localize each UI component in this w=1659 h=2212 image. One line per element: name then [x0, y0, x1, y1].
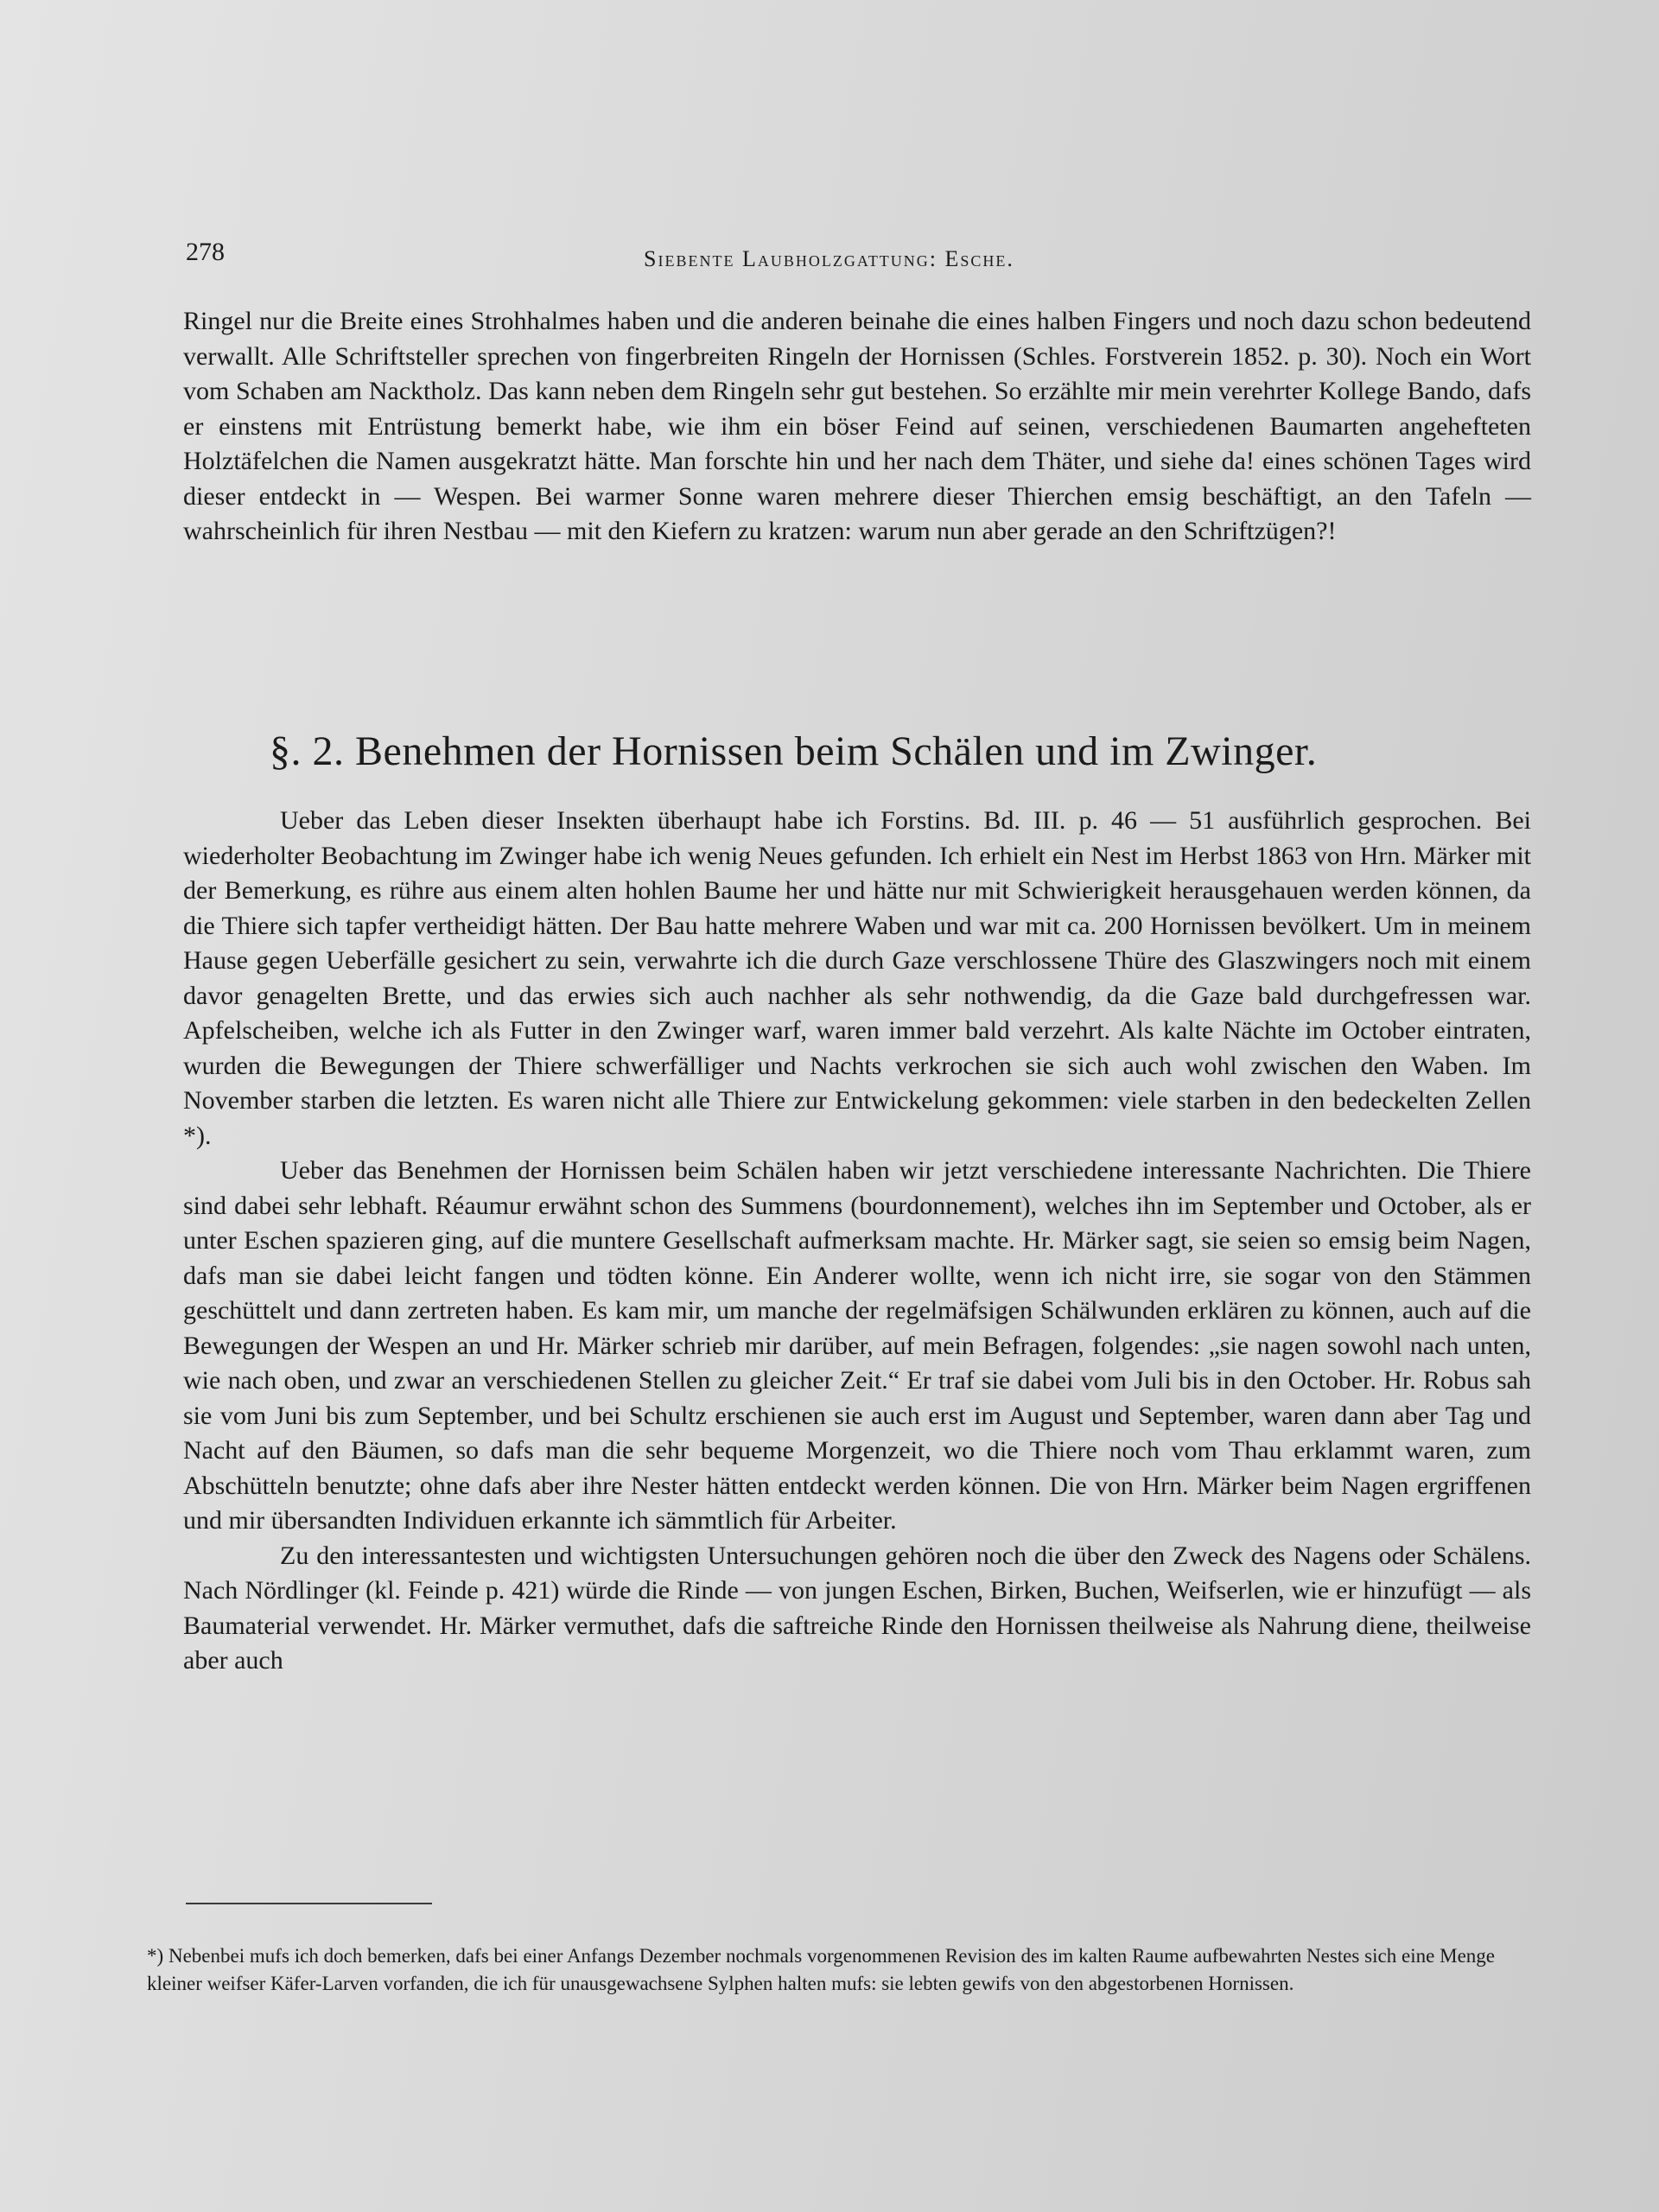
continued-paragraph: [183, 304, 1531, 550]
paragraph: Zu den interessantesten und wichtigsten Untersuchungen gehören noch die über den Zweck des Nagens oder Schälens. Nach Nördlinger (kl. Feinde p. 421) würde die Rinde — von jungen Eschen, Birken, Buchen, Weifserlen, wie er hinzufügt — als Baumaterial verwendet. Hr. Märker vermuthet, dafs die saftreiche Rinde den Hornissen theilweise als Nahrung diene, theilweise aber auch: [183, 1541, 1531, 1675]
paragraph: Ueber das Leben dieser Insekten überhaupt habe ich Forstins. Bd. III. p. 46 — 51 ausführlich gesprochen. Bei wiederholter Beobachtung im Zwinger habe ich wenig Neues gefunden. Ich erhielt ein Nest im Herbst 1863 von Hrn. Märker mit der Bemerkung, es rühre aus einem alten hohlen Baume her und hätte nur mit Schwierigkeit herausgehauen werden können, da die Thiere sich tapfer vertheidigt hätten. Der Bau hatte mehrere Waben und war mit ca. 200 Hornissen bevölkert. Um in meinem Hause gegen Ueberfälle gesichert zu sein, verwahrte ich die durch Gaze verschlossene Thüre des Glaszwingers noch mit einem davor genagelten Brette, und das erwies sich auch nachher als sehr nothwendig, da die Gaze bald durchgefressen war. Apfelscheiben, welche ich als Futter in den Zwinger warf, waren immer bald verzehrt. Als kalte Nächte im October eintraten, wurden die Bewegungen der Thiere schwerfälliger und Nachts verkrochen sie sich auch wohl zwischen den Waben. Im November starben die letzten. Es waren nicht alle Thiere zur Entwickelung gekommen: viele starben in den bedeckelten Zellen *).: [183, 806, 1531, 1150]
section-heading: §. 2. Benehmen der Hornissen beim Schälen und im Zwinger.: [270, 728, 1318, 774]
paragraph: Ringel nur die Breite eines Strohhalmes haben und die anderen beinahe die eines halben Fingers und noch dazu schon bedeutend verwallt. Alle Schriftsteller sprechen von fingerbreiten Ringeln der Hornissen (Schles. Forstverein 1852. p. 30). Noch ein Wort vom Schaben am Nacktholz. Das kann neben dem Ringeln sehr gut bestehen. So erzählte mir mein verehrter Kollege Bando, dafs er einstens mit Entrüstung bemerkt habe, wie ihm ein böser Feind auf seinen, verschiedenen Baumarten angehefteten Holztäfelchen die Namen ausgekratzt hätte. Man forschte hin und her nach dem Thäter, und siehe da! eines schönen Tages wird dieser entdeckt in — Wespen. Bei warmer Sonne waren mehrere dieser Thierchen emsig beschäftigt, an den Tafeln — wahrscheinlich für ihren Nestbau — mit den Kiefern zu kratzen: warum nun aber gerade an den Schriftzügen?!: [183, 307, 1531, 545]
footnote: *) Nebenbei mufs ich doch bemerken, dafs bei einer Anfangs Dezember nochmals vorgenommenen Revision des im kalten Raume aufbewahrten Nestes sich eine Menge kleiner weifser Käfer-Larven vorfanden, die ich für unausgewachsene Sylphen halten mufs: sie lebten gewifs von den abgestorbenen Hornissen.: [147, 1945, 1495, 1994]
footnote-divider: [186, 1903, 432, 1904]
section-body: [183, 804, 1531, 1679]
paragraph: Ueber das Benehmen der Hornissen beim Schälen haben wir jetzt verschiedene interessante Nachrichten. Die Thiere sind dabei sehr lebhaft. Réaumur erwähnt schon des Summens (bourdonnement), welches ihn im September und October, als er unter Eschen spazieren ging, auf die muntere Gesellschaft aufmerksam machte. Hr. Märker sagt, sie seien so emsig beim Nagen, dafs man sie dabei leicht fangen und tödten könne. Ein Anderer wollte, wenn ich nicht irre, sie sogar von den Stämmen geschüttelt und dann zertreten haben. Es kam mir, um manche der regelmäfsigen Schälwunden erklären zu können, auch auf die Bewegungen der Wespen an und Hr. Märker schrieb mir darüber, auf mein Befragen, folgendes: „sie nagen sowohl nach unten, wie nach oben, und zwar an verschiedenen Stellen zu gleicher Zeit.“ Er traf sie dabei vom Juli bis in den October. Hr. Robus sah sie vom Juni bis zum September, und bei Schultz erschienen sie auch erst im August und September, waren dann aber Tag und Nacht auf den Bäumen, so dafs man die sehr bequeme Morgenzeit, wo die Thiere noch vom Thau erklammt waren, zum Abschütteln benutzte; ohne dafs aber ihre Nester hätten entdeckt werden können. Die von Hrn. Märker beim Nagen ergriffenen und mir übersandten Individuen erkannte ich sämmtlich für Arbeiter.: [183, 1156, 1531, 1535]
running-head: Siebente Laubholzgattung: Esche.: [644, 246, 1014, 271]
page-number: 278: [186, 238, 225, 266]
page-header: [186, 238, 1534, 281]
